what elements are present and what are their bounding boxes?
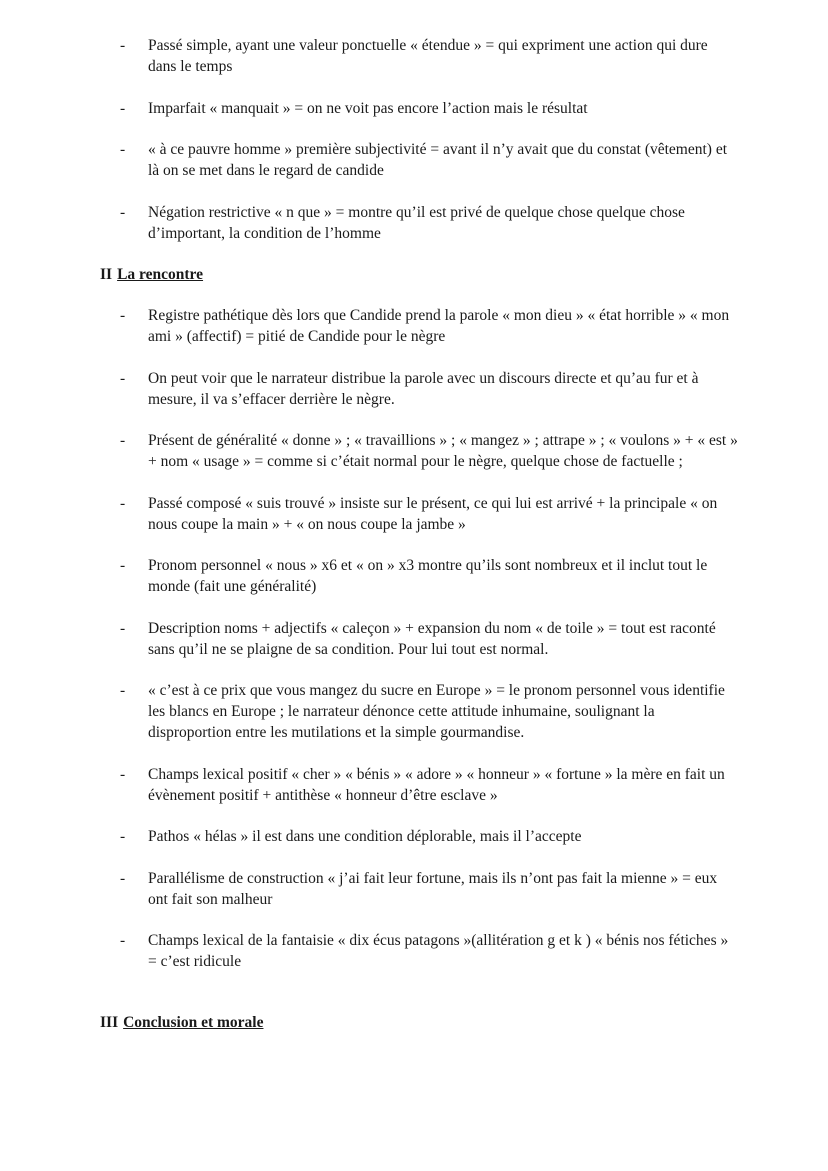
section-heading-conclusion — [100, 1012, 828, 1033]
bullet-dash: - — [120, 37, 126, 54]
list-item — [0, 555, 738, 597]
bullet-list-section-1 — [0, 0, 828, 244]
list-item — [0, 680, 738, 743]
section-heading-la-rencontre — [100, 264, 828, 285]
list-item — [0, 305, 738, 347]
item-text: Registre pathétique dès lors que Candide prend la parole « mon dieu » « état horrible » « mon ami » (affectif) = pitié de Candide pour le nègre — [148, 307, 730, 345]
bullet-dash: - — [120, 619, 126, 637]
section-title: La rencontre — [117, 266, 204, 283]
section-number: II — [100, 266, 113, 283]
bullet-dash: - — [120, 99, 126, 117]
bullet-dash: - — [120, 869, 126, 887]
item-text: Passé simple, ayant une valeur ponctuelle « étendue » = qui expriment une action qui dure dans le temps — [148, 37, 708, 75]
list-item — [0, 618, 738, 660]
bullet-dash: - — [120, 557, 126, 574]
list-item — [0, 98, 738, 119]
item-text: Description noms + adjectifs « caleçon » + expansion du nom « de toile » = tout est raconté sans qu’il ne se plaigne de sa condition. Pour lui tout est normal. — [148, 619, 716, 658]
bullet-dash: - — [120, 141, 126, 158]
item-text: Parallélisme de construction « j’ai fait leur fortune, mais ils n’ont pas fait la mienne » = eux ont fait son malheur — [148, 869, 718, 908]
bullet-dash: - — [120, 765, 126, 783]
list-item — [0, 368, 738, 410]
list-item — [0, 35, 738, 77]
list-item — [0, 930, 738, 972]
list-item — [0, 430, 738, 472]
item-text: Présent de généralité « donne » ; « travaillions » ; « mangez » ; attrape » ; « voulons » + « est » + nom « usage » = comme si c’était normal pour le nègre, quelque chose de factuelle ; — [148, 432, 738, 470]
item-text: Champs lexical positif « cher » « bénis » « adore » « honneur » « fortune » la mère en fait un évènement positif + antithèse « honneur d’être esclave » — [148, 765, 725, 804]
item-text: Passé composé « suis trouvé » insiste sur le présent, ce qui lui est arrivé + la principale « on nous coupe la main » + « on nous coupe la jambe » — [148, 494, 718, 533]
bullet-dash: - — [120, 932, 126, 949]
item-text: Imparfait « manquait » = on ne voit pas encore l’action mais le résultat — [148, 99, 588, 117]
item-text: « c’est à ce prix que vous mangez du sucre en Europe » = le pronom personnel vous identifie les blancs en Europe ; le narrateur dénonce cette attitude inhumaine, soulignant la disproportion entre les mutilations et la simple gourmandise. — [148, 682, 725, 741]
list-item — [0, 139, 738, 181]
section-number: III — [100, 1014, 119, 1031]
bullet-dash: - — [120, 828, 126, 845]
list-item — [0, 493, 738, 535]
list-item — [0, 868, 738, 910]
list-item — [0, 202, 738, 244]
item-text: Champs lexical de la fantaisie « dix écus patagons »(allitération g et k ) « bénis nos fétiches » = c’est ridicule — [148, 932, 729, 970]
bullet-dash: - — [120, 369, 126, 387]
bullet-dash: - — [120, 432, 126, 449]
item-text: Pronom personnel « nous » x6 et « on » x3 montre qu’ils sont nombreux et il inclut tout le monde (fait une généralité) — [148, 557, 708, 595]
section-title: Conclusion et morale — [123, 1014, 264, 1031]
bullet-dash: - — [120, 682, 126, 699]
item-text: « à ce pauvre homme » première subjectivité = avant il n’y avait que du constat (vêtement) et là on se met dans le regard de candide — [148, 141, 728, 179]
bullet-dash: - — [120, 307, 126, 324]
bullet-list-section-2 — [0, 305, 828, 972]
bullet-dash: - — [120, 203, 126, 221]
bullet-dash: - — [120, 494, 126, 512]
list-item — [0, 826, 738, 847]
item-text: On peut voir que le narrateur distribue la parole avec un discours directe et qu’au fur et à mesure, il va s’effacer derrière le nègre. — [148, 369, 699, 408]
list-item — [0, 764, 738, 806]
item-text: Pathos « hélas » il est dans une condition déplorable, mais il l’accepte — [148, 828, 582, 845]
item-text: Négation restrictive « n que » = montre qu’il est privé de quelque chose quelque chose d’important, la condition de l’homme — [148, 203, 685, 242]
